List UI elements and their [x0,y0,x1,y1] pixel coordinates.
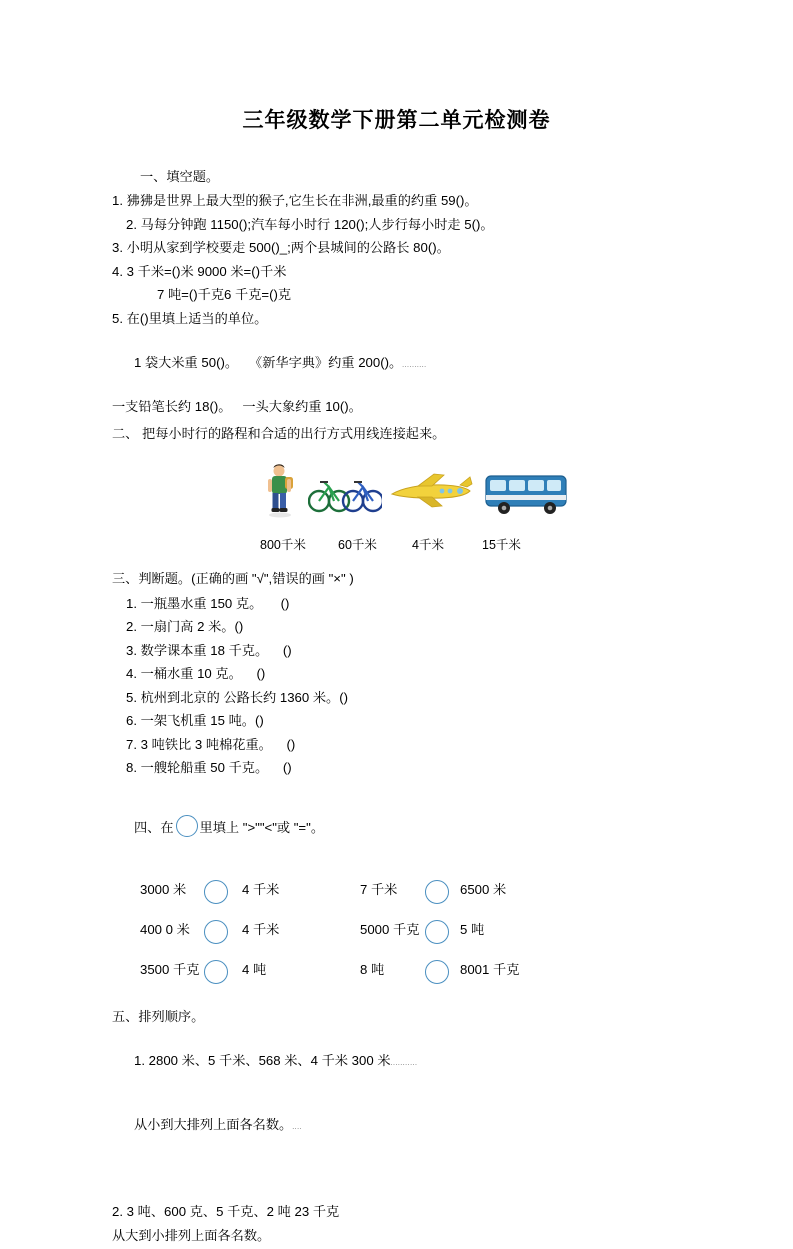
compare-row-2 [112,911,712,951]
transport-pictures [112,458,712,520]
compare-right-2-right: 5 吨 [460,921,485,937]
section-4-heading-head: 四、在 [133,819,174,835]
compare-circle-2[interactable] [425,880,449,904]
section-3-item-6: 6. 一架飞机重 15 吨。() [126,713,264,729]
compare-left-1: 3000 米 [140,881,187,897]
section-1-item-5: 7 吨=()千克6 千克=()克 [157,287,292,303]
section-1-item-2: 2. 马每分钟跑 1150();汽车每小时行 120();人步行每小时走 5()。 [126,216,494,232]
scan-artifact-dots-2: ........... [390,1059,418,1067]
section-3-item-8: 8. 一艘轮船重 50 千克。 () [126,760,292,776]
section-3-item-7: 7. 3 吨铁比 3 吨棉花重。 () [126,736,296,752]
compare-right-1: 7 千米 [360,881,398,897]
compare-left-1-right: 4 千米 [242,881,280,897]
compare-right-3-right: 8001 千克 [460,961,520,977]
section-3-item-5: 5. 杭州到北京的 公路长约 1360 米。() [126,689,349,705]
section-5-item-1-sub [112,1095,712,1156]
section-1-item-7 [112,332,712,393]
scan-artifact-dots-3: .... [292,1124,303,1132]
compare-right-1-right: 6500 米 [460,881,507,897]
compare-circle-5[interactable] [204,960,228,984]
transport-distance-labels [112,536,712,562]
section-3-item-1: 1. 一瓶墨水重 150 克。 () [126,595,290,611]
compare-left-2: 400 0 米 [140,921,190,937]
compare-left-3-right: 4 吨 [242,961,267,977]
section-5-item-1-sub-text: 从小到大排列上面各名数。 [133,1117,293,1133]
section-5-item-2-sub: 从大到小排列上面各名数。 [112,1227,271,1243]
section-5-item-1 [112,1030,712,1091]
section-2-heading: 二、 把每小时行的路程和合适的出行方式用线连接起来。 [112,425,446,441]
section-5-item-2: 2. 3 吨、600 克、5 千克、2 吨 23 千克 [112,1204,340,1220]
page-title: 三年级数学下册第二单元检测卷 [242,109,551,132]
section-4-heading [112,795,712,859]
bicycles-icon [308,468,382,516]
section-5-item-1-text: 1. 2800 米、5 千米、568 米、4 千米 300 米 [133,1052,391,1068]
distance-label-3: 4千米 [412,538,444,553]
compare-circle-6[interactable] [425,960,449,984]
section-4-heading-tail: 里填上 ">""<"或 "="。 [199,819,325,835]
airplane-icon [388,472,474,510]
section-5-heading: 五、排列顺序。 [112,1008,205,1024]
section-1-item-7-text: 1 袋大米重 50()。 《新华字典》约重 200()。 [133,354,403,370]
compare-circle-4[interactable] [425,920,449,944]
section-1-item-6: 5. 在()里填上适当的单位。 [112,310,268,326]
compare-row-1 [112,871,712,911]
compare-circle-icon [176,815,198,837]
section-3-item-2: 2. 一扇门高 2 米。() [126,619,244,635]
compare-right-3: 8 吨 [360,961,385,977]
section-1-item-1: 1. 狒狒是世界上最大型的猴子,它生长在非洲,最重的约重 59()。 [112,193,478,209]
distance-label-1: 800千米 [260,538,306,553]
compare-row-3 [112,951,712,991]
section-1-item-8: 一支铅笔长约 18()。 一头大象约重 10()。 [112,398,362,414]
compare-circle-3[interactable] [204,920,228,944]
compare-left-3: 3500 千克 [140,961,200,977]
section-1-heading: 一、填空题。 [140,169,220,184]
section-3-item-3: 3. 数学课本重 18 千克。 () [126,642,292,658]
compare-circle-1[interactable] [204,880,228,904]
section-3-heading: 三、判断题。(正确的画 "√",错误的画 "×" ) [112,571,354,587]
distance-label-2: 60千米 [338,538,377,553]
worksheet-body [112,160,712,1249]
section-1-item-3: 3. 小明从家到学校要走 500()_;两个县城间的公路长 80()。 [112,240,450,256]
bus-icon [482,470,572,516]
compare-right-2: 5000 千克 [360,921,420,937]
compare-rows [112,871,712,991]
section-1-item-4: 4. 3 千米=()米 9000 米=()千米 [112,263,287,279]
boy-walking-icon [260,462,300,518]
section-3-item-4: 4. 一桶水重 10 克。 () [126,666,266,682]
distance-label-4: 15千米 [482,538,521,553]
compare-left-2-right: 4 千米 [242,921,280,937]
scan-artifact-dots-1: .......... [402,361,427,369]
